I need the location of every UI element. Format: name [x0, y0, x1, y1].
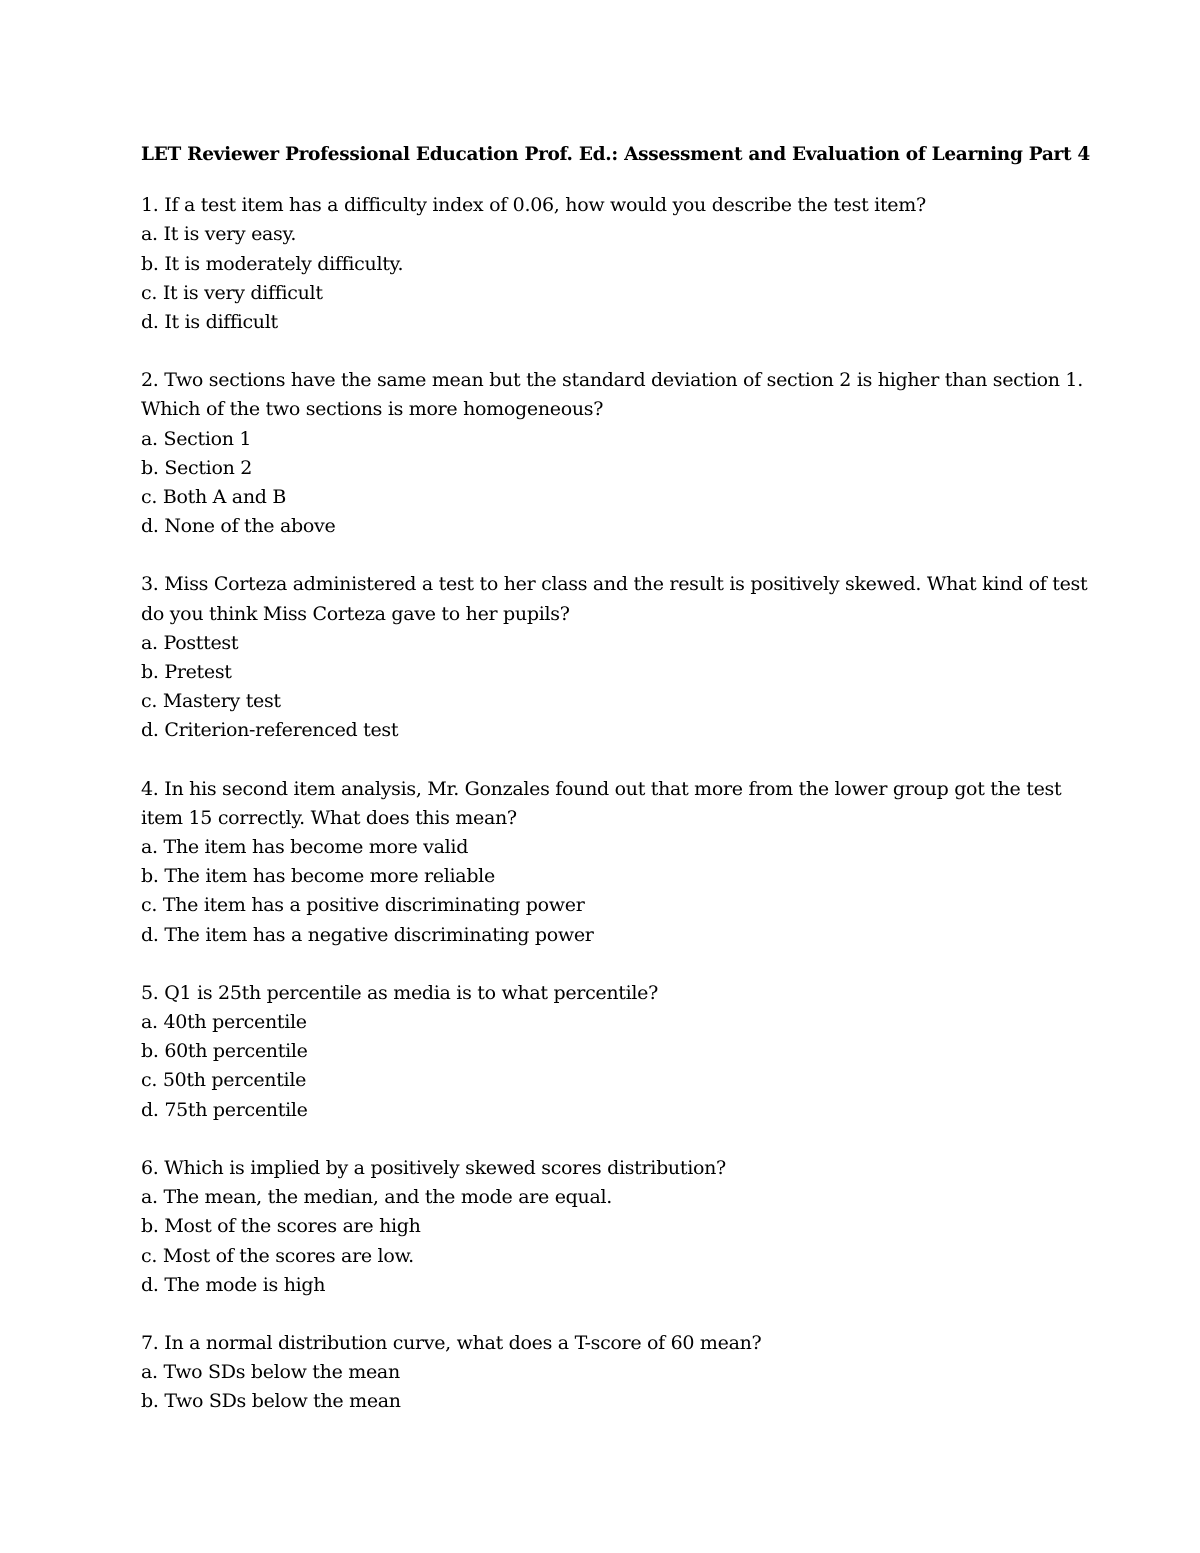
- question-5: [141, 979, 1101, 1125]
- question-text: 7. In a normal distribution curve, what does a T-score of 60 mean?: [141, 1331, 762, 1354]
- option-c: c. Mastery test: [141, 690, 281, 713]
- option-a: a. Section 1: [141, 427, 252, 450]
- option-a: a. Posttest: [141, 631, 239, 654]
- option-d: d. Criterion-referenced test: [141, 719, 399, 742]
- option-c: c. 50th percentile: [141, 1069, 307, 1092]
- question-3: [141, 570, 1101, 745]
- question-text: 4. In his second item analysis, Mr. Gonzales found out that more from the lower group got the test item 15 correctly. What does this mean?: [141, 777, 1062, 829]
- option-b: b. 60th percentile: [141, 1040, 308, 1063]
- option-b: b. Two SDs below the mean: [141, 1390, 401, 1413]
- option-d: d. None of the above: [141, 515, 336, 538]
- document-title: LET Reviewer Professional Education Prof. Ed.: Assessment and Evaluation of Learning Part 4: [141, 144, 1090, 165]
- question-2: [141, 366, 1101, 541]
- option-b: b. Section 2: [141, 456, 253, 479]
- option-d: d. 75th percentile: [141, 1098, 308, 1121]
- question-6: [141, 1154, 1101, 1300]
- option-b: b. The item has become more reliable: [141, 865, 495, 888]
- option-c: c. The item has a positive discriminating power: [141, 894, 585, 917]
- question-text: 1. If a test item has a difficulty index of 0.06, how would you describe the test item?: [141, 194, 926, 217]
- option-d: d. The mode is high: [141, 1273, 326, 1296]
- document-page: [141, 140, 1101, 1446]
- question-7: [141, 1329, 1101, 1417]
- question-text: 6. Which is implied by a positively skewed scores distribution?: [141, 1156, 726, 1179]
- option-b: b. Pretest: [141, 661, 232, 684]
- option-a: a. The mean, the median, and the mode are equal.: [141, 1186, 613, 1209]
- option-d: d. It is difficult: [141, 311, 278, 334]
- option-c: c. Most of the scores are low.: [141, 1244, 414, 1267]
- option-b: b. It is moderately difficulty.: [141, 252, 404, 275]
- option-c: c. It is very difficult: [141, 281, 323, 304]
- question-text: 3. Miss Corteza administered a test to her class and the result is positively skewed. What kind of test do you think Miss Corteza gave to her pupils?: [141, 573, 1088, 625]
- option-a: a. It is very easy.: [141, 223, 297, 246]
- option-a: a. The item has become more valid: [141, 836, 469, 859]
- option-b: b. Most of the scores are high: [141, 1215, 421, 1238]
- question-text: 5. Q1 is 25th percentile as media is to what percentile?: [141, 981, 659, 1004]
- option-c: c. Both A and B: [141, 486, 287, 509]
- option-d: d. The item has a negative discriminating power: [141, 923, 594, 946]
- question-1: [141, 191, 1101, 337]
- option-a: a. Two SDs below the mean: [141, 1361, 400, 1384]
- question-text: 2. Two sections have the same mean but the standard deviation of section 2 is higher than section 1. Which of the two sections is more homogeneous?: [141, 369, 1083, 421]
- question-4: [141, 775, 1101, 950]
- option-a: a. 40th percentile: [141, 1011, 307, 1034]
